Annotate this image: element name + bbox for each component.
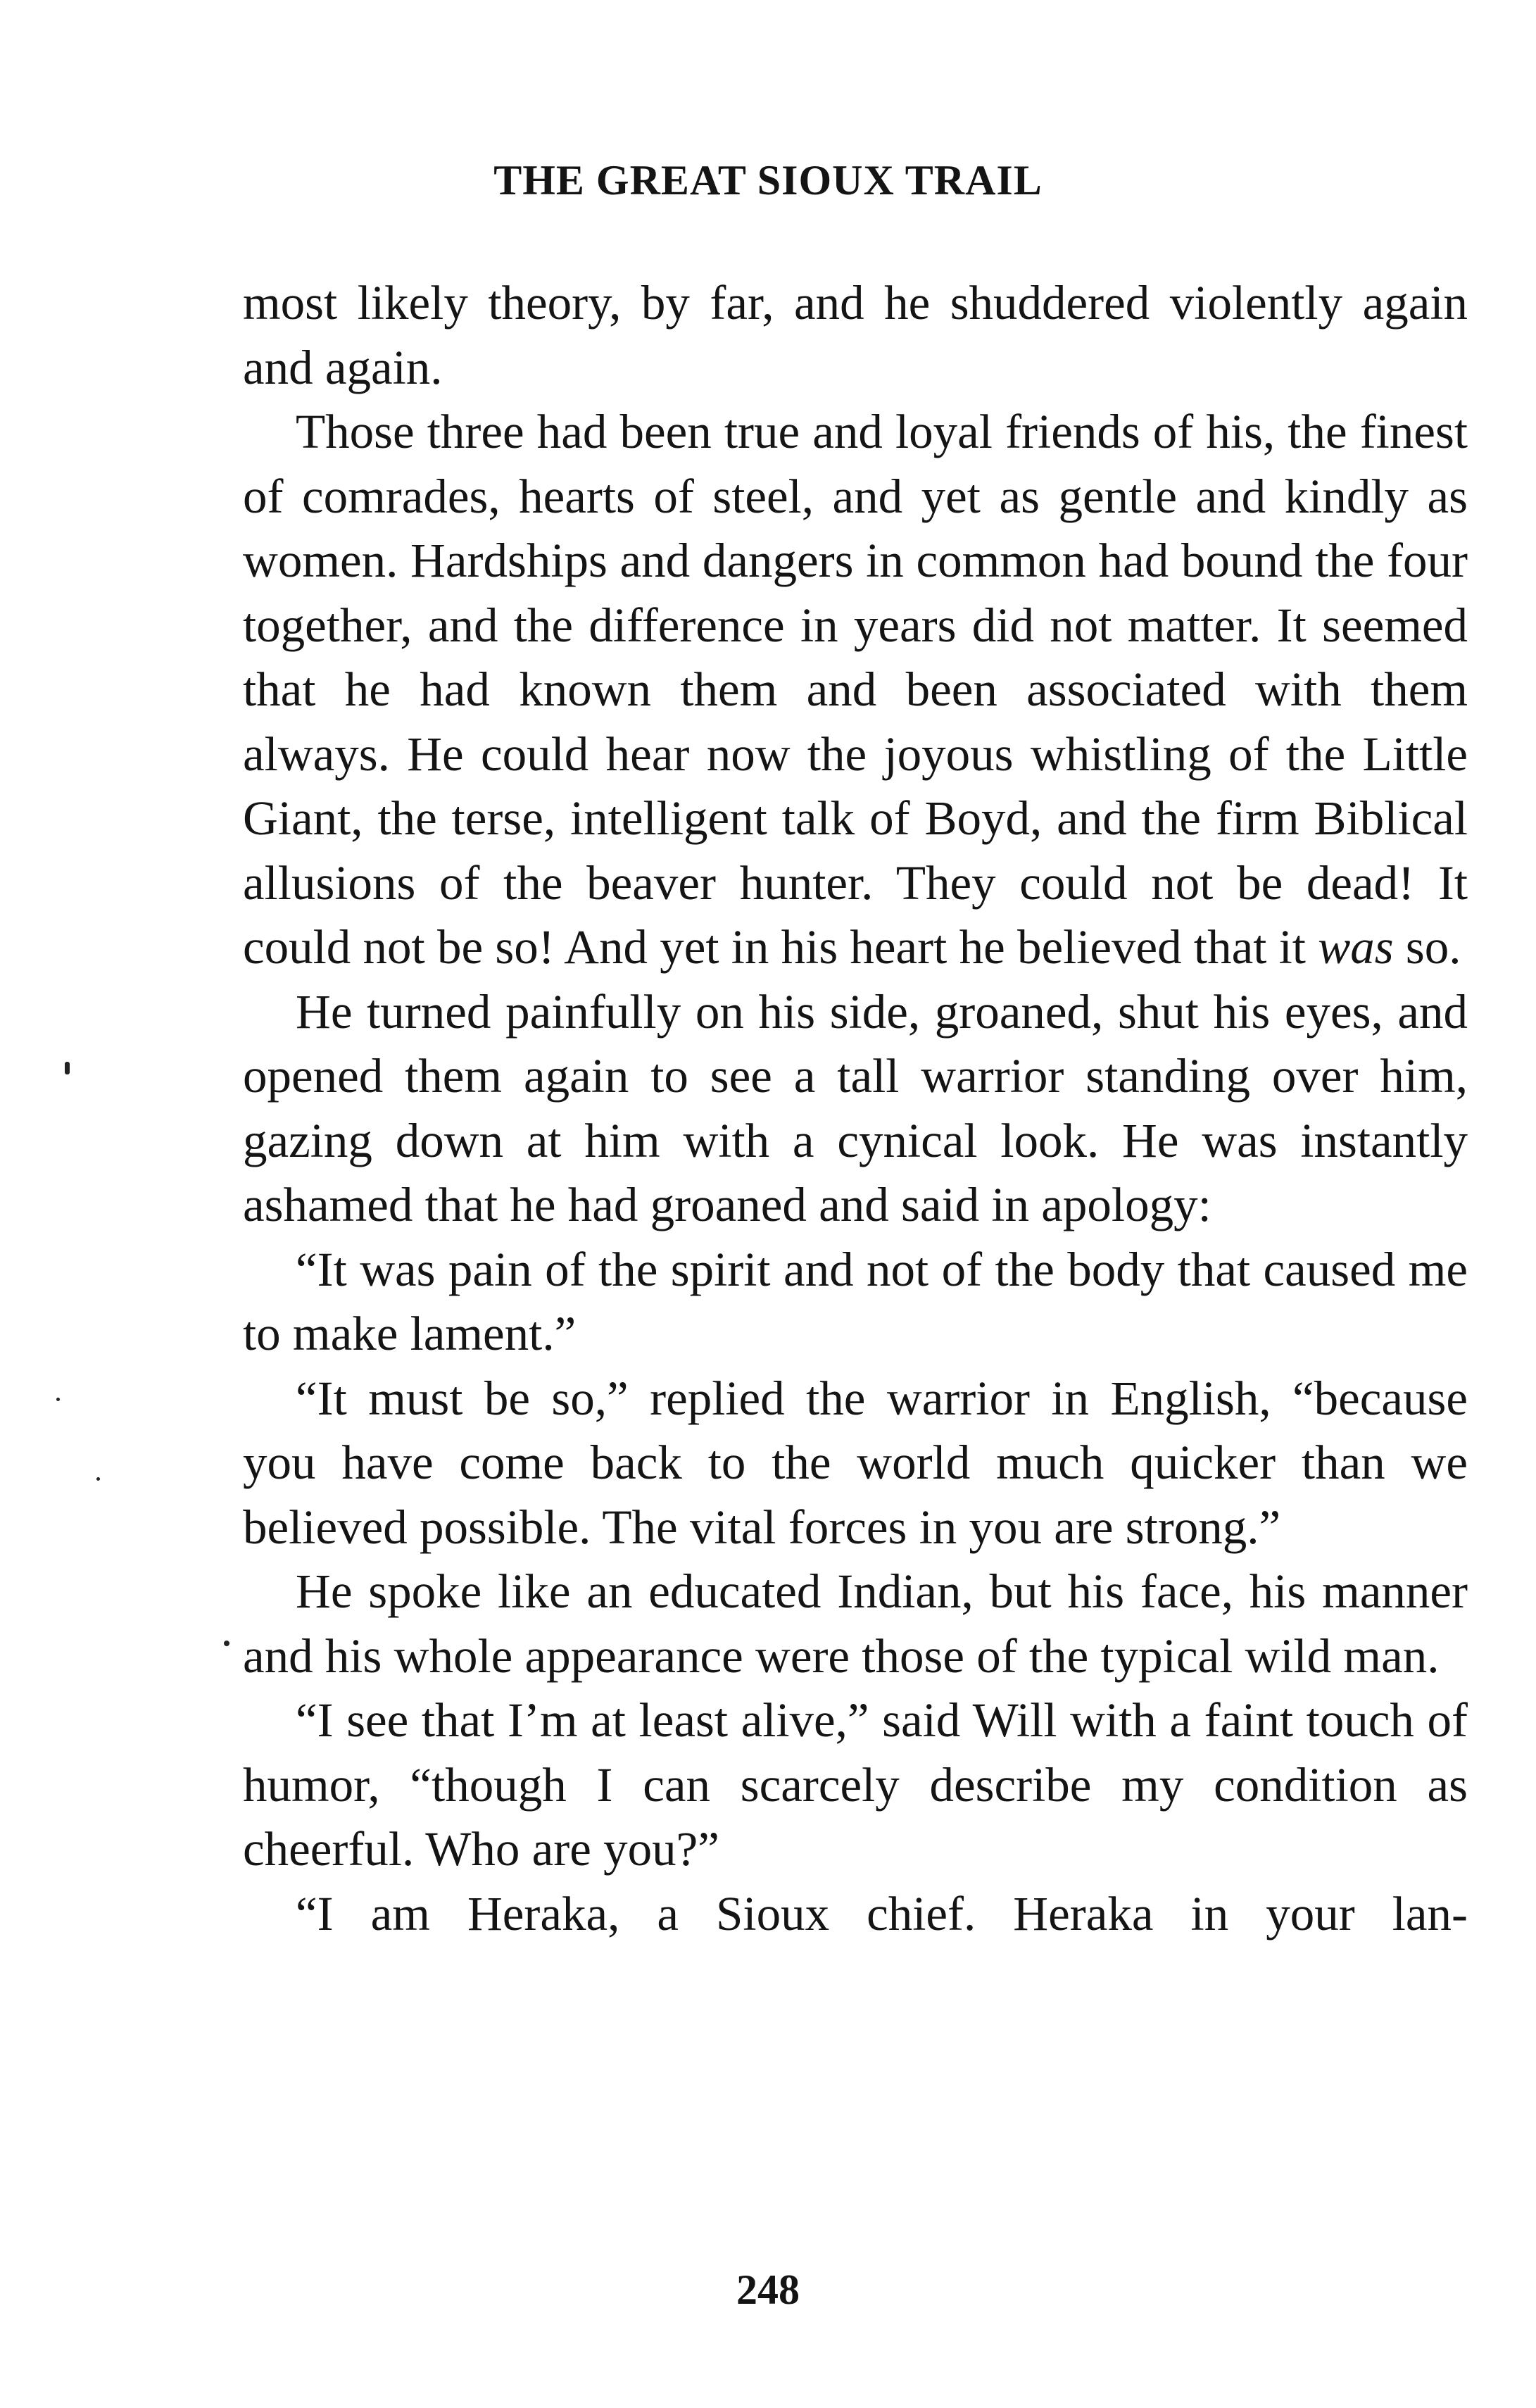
paragraph-text: Those three had been true and loyal friends of his, the finest of comrades, hearts of steel, and yet as gentle and kindly as women. Hardships and dangers in common had bound the four together, and the difference in years did not matter. It seemed that he had known them and been associated with them always. He could hear now the joyous whistling of the Little Giant, the terse, intelligent talk of Boyd, and the firm Biblical allusions of the beaver hunter. They could not be dead! It could not be so! And yet in his heart he believed that it [243,405,1468,974]
print-speck [56,1398,60,1401]
body-text [243,271,1468,1946]
paragraph: most likely theory, by far, and he shuddered violently again and again. [243,276,1468,394]
paragraph: “I am Heraka, a Sioux chief. Heraka in your lan- [296,1886,1468,1940]
print-speck [65,1062,70,1074]
page-number: 248 [736,2266,800,2313]
paragraph: He spoke like an educated Indian, but his face, his manner and his whole appearance were those of the typical wild man. [243,1564,1468,1683]
running-head: THE GREAT SIOUX TRAIL [493,157,1043,203]
paragraph: “It was pain of the spirit and not of the body that caused me to make lament.” [243,1242,1468,1360]
emphasis-word: was [1318,920,1394,974]
print-speck [96,1477,100,1481]
paragraph: He turned painfully on his side, groaned, shut his eyes, and opened them again to see a tall warrior standing over him, gazing down at him with a cynical look. He was instantly ashamed that he had groaned and said in apology: [243,984,1468,1231]
paragraph [243,400,1468,980]
paragraph-text-end: so. [1393,920,1461,974]
paragraph: “It must be so,” replied the warrior in English, “because you have come back to the world much quicker than we believed possible. The vital forces in you are strong.” [243,1371,1468,1554]
paragraph: “I see that I’m at least alive,” said Will with a faint touch of humor, “though I can scarcely describe my condition as cheerful. Who are you?” [243,1693,1468,1876]
print-speck [224,1641,229,1646]
